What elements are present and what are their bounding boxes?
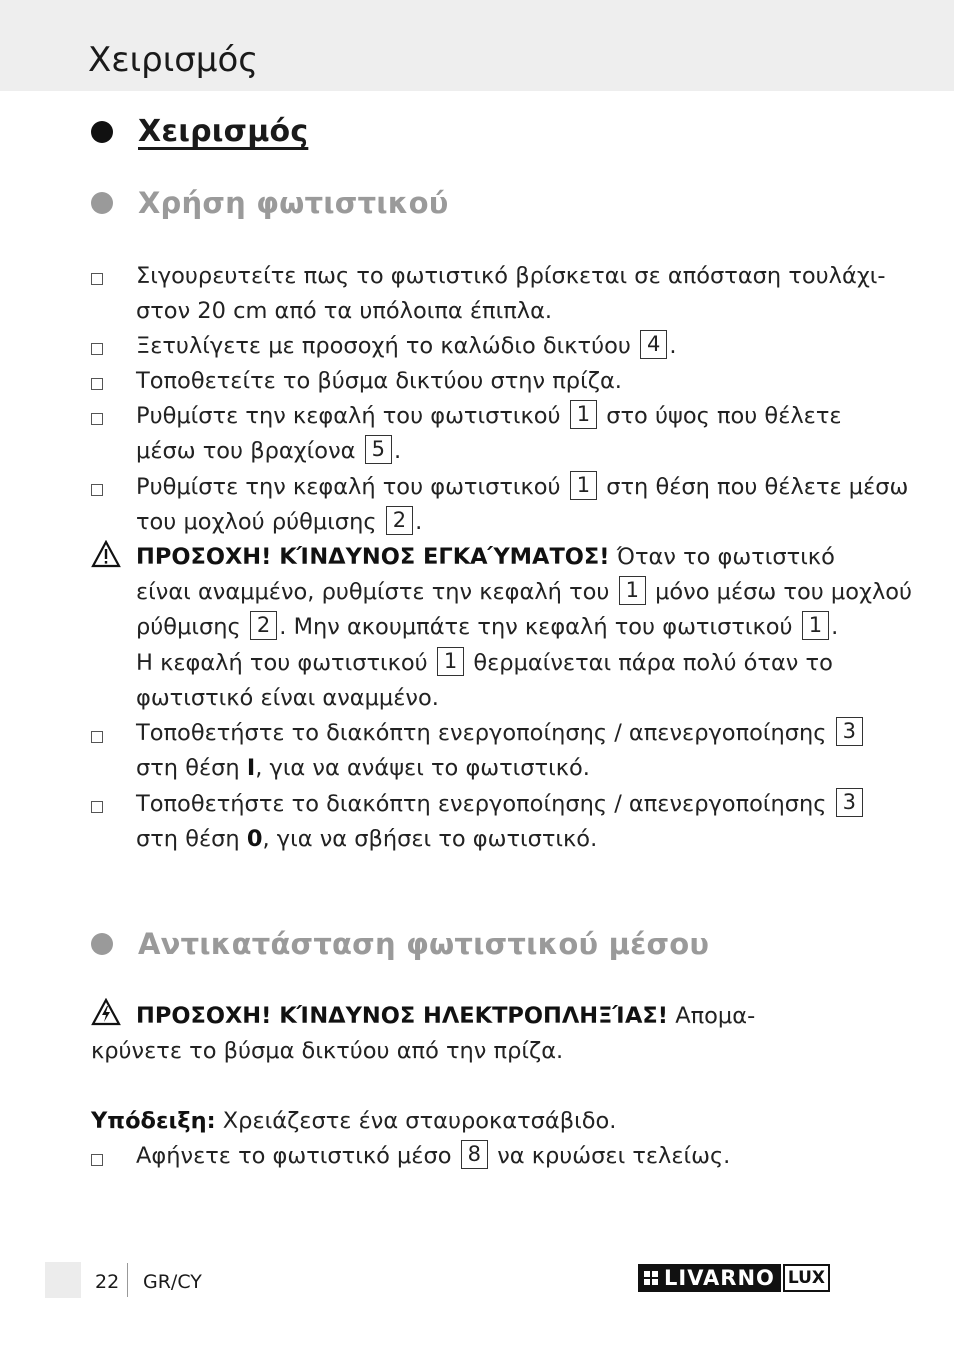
section-title: Χειρισμός	[138, 114, 309, 149]
part-number-box: 1	[570, 400, 597, 429]
language-code: GR/CY	[143, 1271, 202, 1293]
section-title: Αντικατάσταση φωτιστικού μέσου	[138, 927, 710, 961]
footer-tab	[45, 1262, 81, 1298]
brand-logo-main	[638, 1264, 781, 1292]
brand-sub: LUX	[783, 1264, 830, 1292]
hint-label: Υπόδειξη:	[91, 1108, 216, 1134]
part-number-box: 3	[836, 717, 863, 746]
instruction-text: Τοποθετείτε το βύσμα δικτύου στην πρίζα.	[136, 368, 622, 394]
instruction-line: στη θέση I, για να ανάψει το φωτιστικό.	[136, 755, 590, 781]
logo-grid-icon	[644, 1271, 658, 1285]
part-number-box: 1	[570, 471, 597, 500]
checkbox-bullet	[91, 801, 103, 813]
brand-name: LIVARNO	[664, 1266, 775, 1290]
part-number-box: 1	[619, 576, 646, 605]
part-number-box: 8	[461, 1140, 488, 1169]
section-bullet	[91, 933, 113, 955]
warning-line: ΠΡΟΣΟΧΗ! ΚΊΝΔΥΝΟΣ ΗΛΕΚΤΡΟΠΛΗΞΊΑΣ! Απομα-	[136, 1003, 756, 1029]
instruction-line: Τοποθετήστε το διακόπτη ενεργοποίησης / απενεργοποίησης 3	[136, 719, 865, 748]
instruction-line: στη θέση 0, για να σβήσει το φωτιστικό.	[136, 826, 598, 852]
part-number-box: 2	[250, 611, 277, 640]
checkbox-bullet	[91, 378, 103, 390]
instruction-line: Ρυθμίστε την κεφαλή του φωτιστικού 1 στη θέση που θέλετε μέσω	[136, 473, 909, 500]
section-bullet	[91, 192, 113, 214]
section-heading-operation	[91, 114, 308, 149]
checkbox-bullet	[91, 273, 103, 285]
part-number-box: 2	[386, 506, 413, 535]
header-title: Χειρισμός	[88, 40, 259, 80]
checkbox-bullet	[91, 731, 103, 743]
warning-text: φωτιστικό είναι αναμμένο.	[136, 685, 439, 711]
switch-position: I	[246, 755, 256, 781]
footer-divider	[127, 1263, 128, 1297]
instruction-text: στον 20 cm από τα υπόλοιπα έπιπλα.	[136, 298, 553, 324]
section-heading-use	[91, 186, 449, 220]
part-number-box: 4	[640, 330, 667, 359]
section-heading-replacement	[91, 927, 709, 961]
warning-line: Η κεφαλή του φωτιστικού 1 θερμαίνεται πάρα πολύ όταν το	[136, 649, 833, 676]
instruction-line: Τοποθετήστε το διακόπτη ενεργοποίησης / απενεργοποίησης 3	[136, 790, 865, 819]
part-number-box: 1	[802, 611, 829, 640]
warning-label: ΠΡΟΣΟΧΗ! ΚΊΝΔΥΝΟΣ ΗΛΕΚΤΡΟΠΛΗΞΊΑΣ!	[136, 1003, 669, 1029]
checkbox-bullet	[91, 413, 103, 425]
instruction-line: Αφήνετε το φωτιστικό μέσο 8 να κρυώσει τελείως.	[136, 1142, 731, 1169]
section-title: Χρήση φωτιστικού	[138, 186, 449, 220]
warning-line: είναι αναμμένο, ρυθμίστε την κεφαλή του 1 μόνο μέσω του μοχλού	[136, 578, 913, 605]
page-header	[0, 0, 954, 91]
checkbox-bullet	[91, 343, 103, 355]
hint-line: Υπόδειξη: Χρειάζεστε ένα σταυροκατσάβιδο.	[91, 1108, 617, 1134]
instruction-text: Σιγουρευτείτε πως το φωτιστικό βρίσκεται σε απόσταση τουλάχι-	[136, 263, 886, 289]
instruction-line: Ρυθμίστε την κεφαλή του φωτιστικού 1 στο ύψος που θέλετε	[136, 402, 842, 429]
warning-label: ΠΡΟΣΟΧΗ! ΚΊΝΔΥΝΟΣ ΕΓΚΑΎΜΑΤΟΣ!	[136, 544, 610, 570]
switch-position: 0	[246, 826, 263, 852]
instruction-line: του μοχλού ρύθμισης 2 .	[136, 508, 423, 535]
checkbox-bullet	[91, 1154, 103, 1166]
checkbox-bullet	[91, 484, 103, 496]
warning-triangle-icon	[91, 540, 121, 568]
electric-shock-warning-icon	[91, 998, 121, 1026]
instruction-line: μέσω του βραχίονα 5 .	[136, 437, 402, 464]
part-number-box: 1	[437, 647, 464, 676]
warning-line: ΠΡΟΣΟΧΗ! ΚΊΝΔΥΝΟΣ ΕΓΚΑΎΜΑΤΟΣ! Όταν το φωτιστικό	[136, 544, 835, 570]
part-number-box: 3	[836, 788, 863, 817]
part-number-box: 5	[365, 435, 392, 464]
instruction-line: Ξετυλίγετε με προσοχή το καλώδιο δικτύου 4 .	[136, 332, 677, 359]
warning-text: κρύνετε το βύσμα δικτύου από την πρίζα.	[91, 1038, 564, 1064]
brand-logo	[638, 1264, 830, 1292]
page-number: 22	[95, 1271, 120, 1293]
warning-line: ρύθμισης 2 . Μην ακουμπάτε την κεφαλή του φωτιστικού 1 .	[136, 613, 839, 640]
section-bullet	[91, 121, 113, 143]
